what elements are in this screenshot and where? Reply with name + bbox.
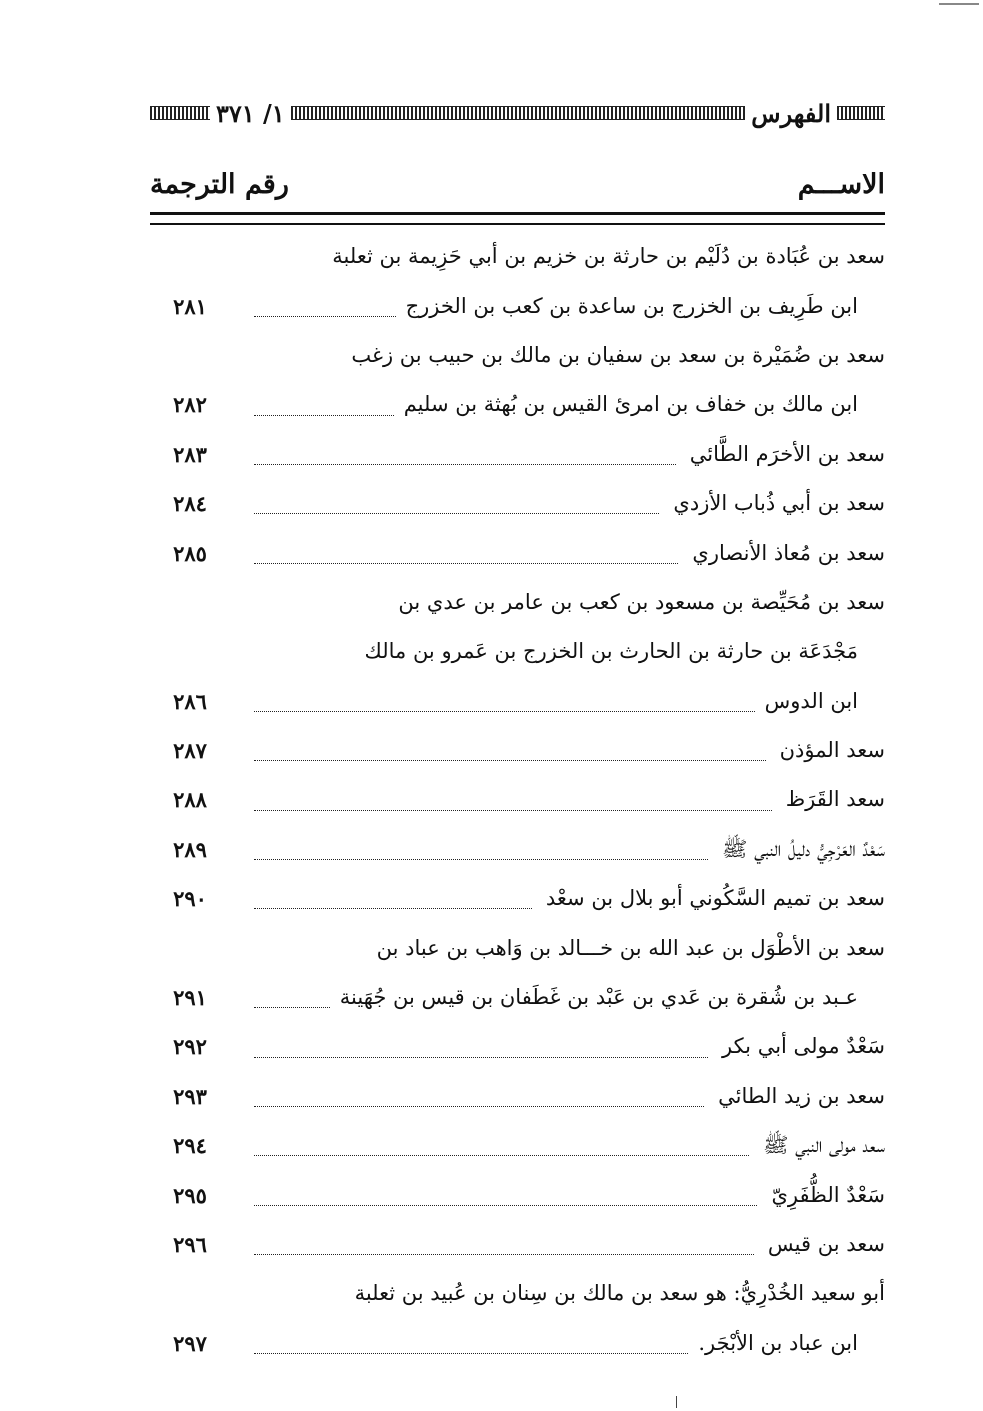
entry-name-text: ابن الدوس: [764, 688, 858, 713]
dotted-leader: [254, 711, 755, 712]
name-column-heading: الاســـم: [797, 168, 885, 200]
entry-name-text: ابن طَرِيف بن الخزرج بن ساعدة بن كعب بن الخزرج: [405, 293, 858, 318]
entry-name-text: سعد بن تميم السَّكُوني أبو بلال بن سعْد: [545, 886, 885, 911]
index-entry-row: [150, 1072, 885, 1121]
header-ornament-left: [150, 106, 210, 120]
index-entry-row: [150, 874, 885, 923]
entry-name-text: ابن عباد بن الأبْجَر.: [698, 1330, 858, 1355]
entry-number: ٢٩٧: [173, 1330, 207, 1356]
index-entry-row: [150, 430, 885, 479]
entry-number: ٢٩٦: [173, 1232, 207, 1257]
index-entry-row: [150, 1022, 885, 1071]
dotted-leader: [254, 1353, 688, 1354]
entry-name-text: عـبد بن شُقرة بن عَدي بن عَبْد بن غَطَفان بن قيس بن جُهَينة: [339, 985, 858, 1010]
index-entry-row: [150, 973, 885, 1022]
corner-mark: [939, 3, 979, 5]
index-entry-row: [150, 578, 885, 627]
dotted-leader: [254, 1254, 754, 1255]
entry-name-text: سعد بن مُحَيِّصة بن مسعود بن كعب بن عامر بن عدي بن: [398, 589, 885, 614]
index-entry-row: [150, 677, 885, 726]
index-entry-row: [150, 380, 885, 429]
entry-number: ٢٩٠: [173, 886, 207, 912]
entry-name-text: سعد مولى النبي ﷺ: [763, 1133, 885, 1158]
entry-name-text: سَعْدٌ مولى أبي بكر: [722, 1034, 885, 1059]
index-entry-row: [150, 232, 885, 281]
entry-number: ٢٨٣: [173, 441, 207, 467]
entry-name-text: سعد المؤذن: [779, 738, 885, 763]
index-entry-row: [150, 1269, 885, 1318]
dotted-leader: [254, 1205, 757, 1206]
number-column-heading: رقم الترجمة: [150, 168, 289, 200]
page-reference: ١/ ٣٧١: [216, 98, 285, 128]
index-entry-row: [150, 1220, 885, 1269]
entry-name-text: سعد بن عُبَادة بن دُلَيْم بن حارثة بن خزيم بن أبي حَزِيمة بن ثعلبة: [332, 244, 885, 269]
running-header: [150, 96, 885, 130]
entry-name-text: سعد بن قيس: [767, 1232, 885, 1256]
dotted-leader: [254, 563, 678, 564]
entry-number: ٢٩٤: [173, 1133, 207, 1159]
entry-number: ٢٨٢: [173, 392, 207, 418]
dotted-leader: [254, 810, 772, 811]
entry-number: ٢٨٩: [173, 836, 207, 862]
index-entry-row: [150, 627, 885, 676]
entry-name-text: سعد بن الأخرَم الطَّائي: [689, 441, 885, 466]
dotted-leader: [254, 859, 708, 860]
entry-number: ٢٨٧: [173, 738, 207, 764]
entry-name-text: سَعْدٌ العَرْجِيُّ دليلُ النبي ﷺ: [722, 836, 885, 861]
entry-name-text: سعد القَرَظ: [785, 787, 885, 812]
dotted-leader: [254, 1106, 704, 1107]
index-entry-row: [150, 1170, 885, 1219]
entry-name-text: سعد بن مُعاذ الأنصاري: [692, 540, 885, 565]
entry-name-text: سَعْدٌ الظُّفَرِيّ: [771, 1182, 885, 1207]
index-entry-row: [150, 726, 885, 775]
index-entries: [150, 232, 885, 1368]
dotted-leader: [254, 760, 766, 761]
entry-name-text: سعد بن الأطْوَل بن عبد الله بن خـــالد بن وَاهب بن عباد بن: [376, 935, 885, 960]
entry-number: ٢٩٥: [173, 1182, 207, 1208]
column-headings: [150, 160, 885, 208]
dotted-leader: [254, 1007, 330, 1008]
entry-number: ٢٨٦: [173, 688, 207, 714]
entry-number: ٢٨١: [173, 293, 207, 319]
dotted-leader: [254, 1057, 708, 1058]
index-entry-row: [150, 775, 885, 824]
header-ornament-right: [837, 106, 885, 120]
entry-number: ٢٩٣: [173, 1083, 207, 1109]
entry-name-text: سعد بن ضُمَيْرة بن سعد بن سفيان بن مالك بن حبيب بن زغب: [351, 342, 885, 367]
section-title: الفهرس: [751, 98, 831, 128]
entry-number: ٢٩١: [173, 985, 207, 1011]
dotted-leader: [254, 908, 532, 909]
index-entry-row: [150, 281, 885, 330]
bottom-tick-mark: [676, 1396, 677, 1408]
heading-double-rule: [150, 212, 885, 225]
entry-name-text: سعد بن زيد الطائي: [718, 1083, 885, 1108]
entry-number: ٢٨٤: [173, 491, 207, 517]
entry-name-text: سعد بن أبي ذُباب الأزدي: [673, 491, 885, 516]
dotted-leader: [254, 415, 394, 416]
dotted-leader: [254, 316, 396, 317]
index-entry-row: [150, 923, 885, 972]
dotted-leader: [254, 1155, 749, 1156]
index-entry-row: [150, 479, 885, 528]
dotted-leader: [254, 513, 659, 514]
entry-number: ٢٩٢: [173, 1034, 207, 1060]
index-entry-row: [150, 331, 885, 380]
entry-name-text: مَجْدَعَة بن حارثة بن الحارث بن الخزرج بن عَمرو بن مالك: [364, 639, 858, 664]
header-ornament-middle: [291, 106, 746, 120]
entry-name-text: ابن مالك بن خفاف بن امرئ القيس بن بُهثة بن سليم: [403, 392, 858, 417]
index-entry-row: [150, 825, 885, 874]
index-entry-row: [150, 528, 885, 577]
entry-number: ٢٨٨: [173, 787, 207, 813]
entry-name-text: أبو سعيد الخُدْرِيُّ: هو سعد بن مالك بن سِنان بن عُبيد بن ثعلبة: [354, 1281, 885, 1306]
entry-number: ٢٨٥: [173, 540, 207, 566]
dotted-leader: [254, 464, 676, 465]
index-entry-row: [150, 1121, 885, 1170]
index-entry-row: [150, 1319, 885, 1368]
